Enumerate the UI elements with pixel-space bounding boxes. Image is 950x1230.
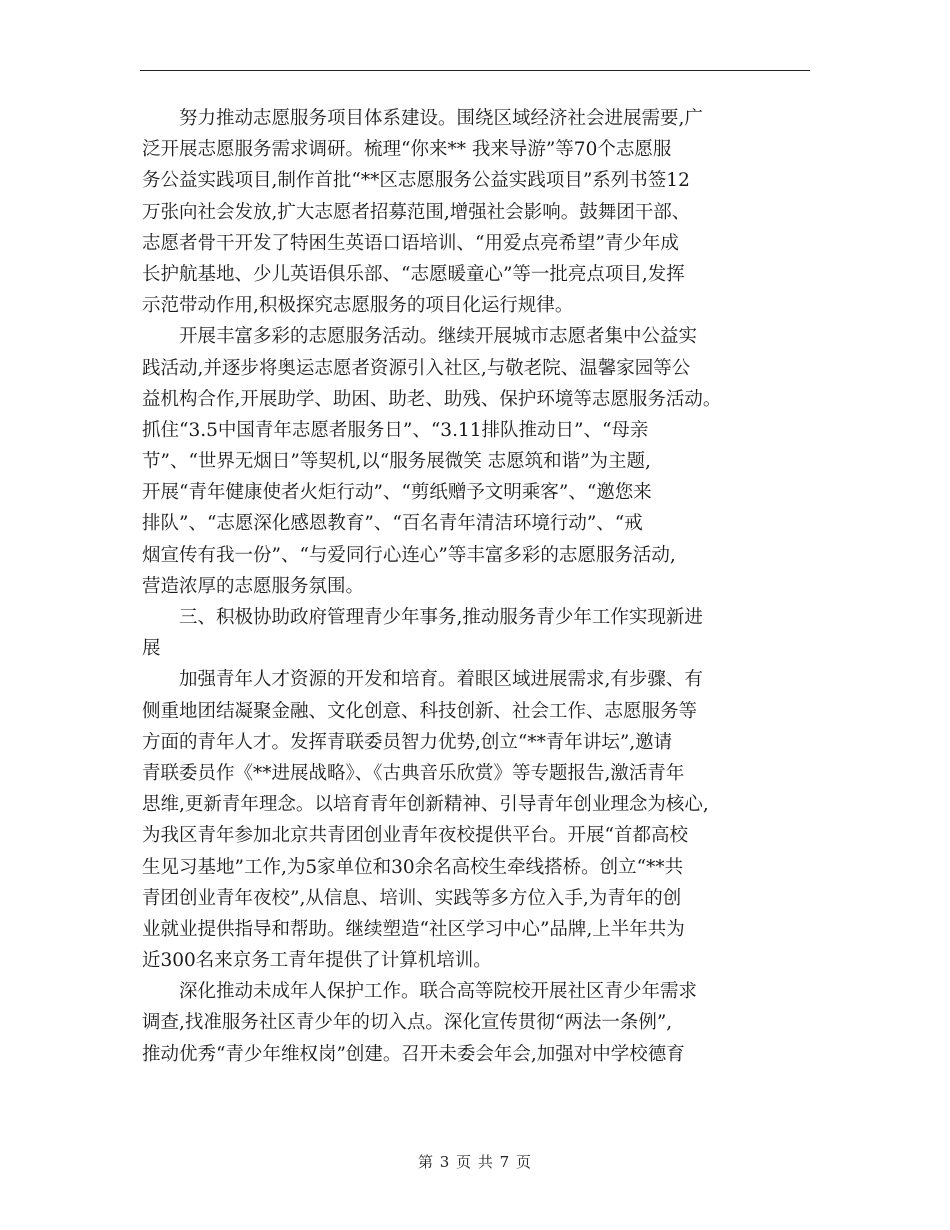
section-heading: 展: [142, 638, 161, 660]
text-line: 推动优秀“青少年维权岗”创建。召开未委会年会,加强对中学校德育: [142, 1043, 685, 1065]
text-line: 青团创业青年夜校”,从信息、培训、实践等多方位入手,为青年的创: [142, 887, 682, 909]
text-line: 万张向社会发放,扩大志愿者招募范围,增强社会影响。鼓舞团干部、: [142, 201, 691, 223]
text-line: 青联委员作《**进展战略》、《古典音乐欣赏》等专题报告,激活青年: [142, 762, 685, 784]
text-line: 方面的青年人才。发挥青联委员智力优势,创立“**青年讲坛”,邀请: [142, 731, 673, 753]
text-line: 践活动,并逐步将奥运志愿者资源引入社区,与敬老院、温馨家园等公: [142, 357, 691, 379]
text-line: 节”、“世界无烟日”等契机,以“服务展微笑 志愿筑和谐”为主题,: [142, 451, 651, 473]
text-line: 深化推动未成年人保护工作。联合高等院校开展社区青少年需求: [142, 981, 698, 1003]
text-line: 调查,找准服务社区青少年的切入点。深化宣传贯彻“两法一条例”,: [142, 1012, 673, 1034]
text-line: 侧重地团结凝聚金融、文化创意、科技创新、社会工作、志愿服务等: [142, 700, 698, 722]
document-body: [142, 103, 810, 1070]
text-line: 为我区青年参加北京共青团创业青年夜校提供平台。开展“首都高校: [142, 825, 688, 847]
text-line: 业就业提供指导和帮助。继续塑造“社区学习中心”品牌,上半年共为: [142, 918, 685, 940]
text-line: 努力推动志愿服务项目体系建设。围绕区域经济社会进展需要,广: [142, 108, 703, 129]
text-line: 烟宣传有我一份”、“与爱同行心连心”等丰富多彩的志愿服务活动,: [142, 544, 676, 566]
text-line: 长护航基地、少儿英语俱乐部、“志愿暖童心”等一批亮点项目,发挥: [142, 263, 685, 285]
text-line: 务公益实践项目,制作首批“**区志愿服务公益实践项目”系列书签12: [142, 170, 690, 192]
text-line: 抓住“3.5中国青年志愿者服务日”、“3.11排队推动日”、“母亲: [142, 419, 649, 441]
header-rule: [140, 70, 810, 71]
text-line: 开展“青年健康使者火炬行动”、“剪纸赠予文明乘客”、“邀您来: [142, 482, 652, 504]
text-line: 生见习基地”工作,为5家单位和30余名高校生牵线搭桥。创立“**共: [142, 856, 684, 878]
text-line: 益机构合作,开展助学、助困、助老、助残、保护环境等志愿服务活动。: [142, 388, 722, 410]
page-footer: 第 3 页 共 7 页: [418, 1153, 532, 1171]
text-line: 志愿者骨干开发了特困生英语口语培训、“用爱点亮希望”青少年成: [142, 232, 679, 254]
text-line: 示范带动作用,积极探究志愿服务的项目化运行规律。: [142, 295, 574, 317]
text-line: 近300名来京务工青年提供了计算机培训。: [142, 950, 492, 972]
text-line: 加强青年人才资源的开发和培育。着眼区域进展需求,有步骤、有: [142, 669, 703, 691]
text-line: 泛开展志愿服务需求调研。梳理“你来** 我来导游”等70个志愿服: [142, 139, 672, 161]
text-line: 思维,更新青年理念。以培育青年创新精神、引导青年创业理念为核心,: [142, 794, 709, 816]
text-line: 开展丰富多彩的志愿服务活动。继续开展城市志愿者集中公益实: [142, 326, 698, 348]
text-line: 营造浓厚的志愿服务氛围。: [142, 575, 365, 597]
section-heading: 三、积极协助政府管理青少年事务,推动服务青少年工作实现新进: [142, 607, 703, 628]
text-line: 排队”、“志愿深化感恩教育”、“百名青年清洁环境行动”、“戒: [142, 513, 643, 535]
